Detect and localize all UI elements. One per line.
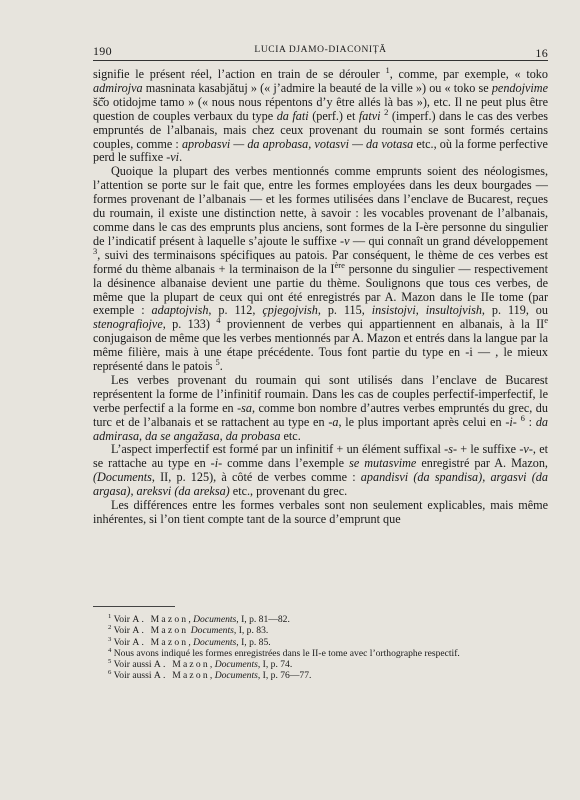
italic-text: -sa [237, 400, 252, 415]
text-run: enregistré par A. Mazon, [416, 456, 548, 471]
text-run: Nous avons indiqué les formes enregistrées dans le II-e tome avec l’orthographe respectif. [111, 647, 460, 659]
note-reference: 3 [93, 245, 98, 256]
note-reference: 4 [108, 646, 112, 654]
paragraph [93, 443, 548, 499]
page-header [93, 44, 548, 58]
note-reference: 1 [385, 64, 390, 75]
note-reference: e [544, 315, 548, 326]
text-run: Voir aussi [111, 659, 154, 671]
footnote [93, 625, 548, 636]
note-reference: 5 [215, 356, 220, 367]
text-run: , I, p. 83. [233, 625, 269, 637]
text-run: etc., provenant du grec. [229, 484, 348, 499]
text-run: Voir [111, 614, 133, 625]
text-run: , le plus important après celui en [338, 414, 506, 429]
text-run: . [179, 150, 183, 165]
author-name: A. Mazon [132, 614, 189, 625]
text-run: Quoique la plupart des verbes mentionnés comme emprunts soient des néologismes, l’attention se porte sur le fait que, entre les formes employées dans les deux bourgades — formes provenant de l’albanais — et les formes utilisées dans l’enclave de Bucarest, reçues du roumain, il existe une distinction nette, à savoir : les vocables provenant de l’albanais, comme dans le cas des emprunts plus anciens, sont formes de la I-ère personne du singulier de l’indicatif présent à laquelle s’ajoute le suffixe [93, 164, 548, 248]
footnote [93, 670, 548, 681]
italic-text: apandisvi (da spandisa), argasvi (da argasa), areksvi (da areksa) [93, 470, 548, 499]
text-run: Les différences entre les formes verbales sont non seulement explicables, mais même inhérentes, si l’on tient compte tant de la source d’emprunt que [93, 498, 548, 526]
paragraph [93, 374, 548, 444]
text-run: (imperf.) dans le cas des verbes empruntés de l’albanais, mais chez ceux provenant du roumain se sont formés certains couples, comme : [93, 108, 548, 151]
text-run: , comme, par exemple, « toko [389, 67, 548, 81]
italic-text: Documents [193, 636, 237, 648]
paragraph [93, 499, 548, 527]
italic-text: Documents [214, 659, 258, 671]
note-reference: 1 [108, 612, 112, 620]
note-reference: 4 [216, 315, 221, 326]
page-number: 190 [93, 44, 112, 58]
paragraph [93, 64, 548, 165]
text-run: , p. 133) [162, 317, 217, 332]
text-run: , [209, 670, 215, 682]
text-run: comme dans l’exemple [222, 456, 350, 471]
author-name: A. Mazon [132, 625, 189, 637]
italic-text: Documents [214, 670, 258, 682]
text-run: , p. 115, [317, 303, 372, 318]
italic-text: da fati [276, 108, 309, 123]
footnote [93, 648, 548, 659]
text-run: , p. 119, ou [481, 303, 548, 318]
italic-text: -i- [210, 456, 223, 471]
text-run: , I, p. 74. [257, 659, 293, 671]
text-run: (perf.) et [308, 108, 359, 123]
text-run: conjugaison de même que les verbes mentionnés par A. Mazon et entrés dans la langue par la même filière, mais à une étape précédente. Tous font partie du type en -i — , le mieux représenté dans le patois [93, 331, 548, 374]
note-reference: 6 [520, 412, 525, 423]
italic-text: da admirasa, da se angažasa, da probasa [93, 414, 549, 443]
italic-text: fatvi [358, 108, 381, 123]
italic-text: Documents [193, 614, 237, 625]
note-reference: 3 [108, 635, 112, 643]
note-reference: 5 [108, 658, 112, 665]
note-reference: 2 [384, 106, 389, 117]
paragraph [93, 165, 548, 374]
footnote [93, 659, 548, 670]
text-run: , comme bon nombre d’autres verbes empruntés du grec, du turc et de l’albanais et se rattachent au type en [93, 400, 548, 429]
italic-text: -i- [505, 414, 517, 429]
text-run: signifie le présent réel, l’action en train de se dérouler [93, 67, 386, 81]
signature-mark: 16 [535, 46, 548, 60]
text-run: Voir aussi [111, 670, 154, 682]
text-run: L’aspect imperfectif est formé par un infinitif + un élément suffixal [111, 442, 445, 457]
italic-text: -v [340, 233, 350, 248]
text-run: šč̌o otidojme tamo » (« nous nous répentons d’y être allés là bas »), etc. Il ne peut plus être question de couples verbaux du type [93, 94, 548, 123]
note-reference: ère [334, 259, 345, 270]
text-run: proviennent de verbes qui appartiennent en albanais, à la II [220, 317, 545, 332]
header-rule [93, 60, 548, 61]
text-run: , p. 112, [208, 303, 263, 318]
text-run: etc. [280, 428, 301, 443]
author-name: A. Mazon [153, 670, 210, 682]
footnote-rule [93, 606, 175, 607]
text-run: , I, p. 81—82. [236, 614, 290, 625]
footnote [93, 614, 548, 625]
italic-text: pendojvime [491, 80, 548, 95]
italic-text: Documents [190, 625, 234, 637]
text-run: : [524, 414, 536, 429]
text-run: masninata kasabjătuj » (« j’admire la beauté de la ville ») ou « toko se [142, 80, 492, 95]
text-run: Voir [111, 625, 133, 637]
italic-text: -vi [166, 150, 180, 165]
author-name: A. Mazon [153, 659, 210, 671]
italic-text: insistojvi, insultojvish [371, 303, 482, 318]
text-run: personne du singulier — respectivement la désinence albanaise devient une partie du thème. Soulignons que tous ces verbes, de même que la plupart de ceux qui ont été enregistrés par A. Mazon dans le IIe tome (par exemple : [93, 261, 549, 318]
text-run: , I, p. 76—77. [257, 670, 312, 682]
italic-text: çpjegojvish [262, 303, 318, 318]
text-run: , [188, 614, 194, 625]
italic-text: adaptojvish [151, 303, 209, 318]
running-title: LUCIA DJAMO-DIACONIȚĂ [254, 45, 387, 55]
italic-text: admirojva [93, 80, 143, 95]
italic-text: se mutasvime [349, 456, 417, 471]
footnote [93, 637, 548, 648]
italic-text: (Documents [93, 470, 152, 485]
text-run: + le suffixe [457, 442, 520, 457]
italic-text: stenografiojve [93, 317, 163, 332]
text-run: etc., où la forme perfective perd le suffixe [93, 136, 548, 165]
note-reference: 2 [108, 624, 112, 632]
text-run: . [219, 359, 223, 374]
italic-text: -s- [444, 442, 458, 457]
text-run: Voir [111, 636, 133, 648]
italic-text: aprobasvi — da aprobasa, votasvi — da votasa [181, 136, 414, 151]
author-name: A. Mazon [132, 636, 189, 648]
text-run: Les verbes provenant du roumain qui sont utilisés dans l’enclave de Bucarest représentent la forme de l’infinitif roumain. Dans les cas de couples perfectif-imperfectif, le verbe perfectif a la forme en [93, 372, 548, 415]
italic-text: -v- [519, 442, 533, 457]
text-run: , [209, 659, 215, 671]
text-run: , et se rattache au type en [93, 442, 548, 471]
text-run: , II, p. 125), à côté de verbes comme : [151, 470, 361, 485]
text-run: , I, p. 85. [236, 636, 271, 648]
body-text [93, 64, 549, 527]
text-run: , [188, 636, 194, 648]
italic-text: -a [328, 414, 339, 429]
note-reference: 6 [108, 669, 112, 677]
text-run: — qui connaît un grand développement [349, 233, 548, 248]
text-run: , suivi des terminaisons spécifiques au patois. Par conséquent, le thème de ces verbes est formé du thème albanais + la terminaison de la I [93, 247, 548, 276]
footnotes [93, 614, 548, 682]
